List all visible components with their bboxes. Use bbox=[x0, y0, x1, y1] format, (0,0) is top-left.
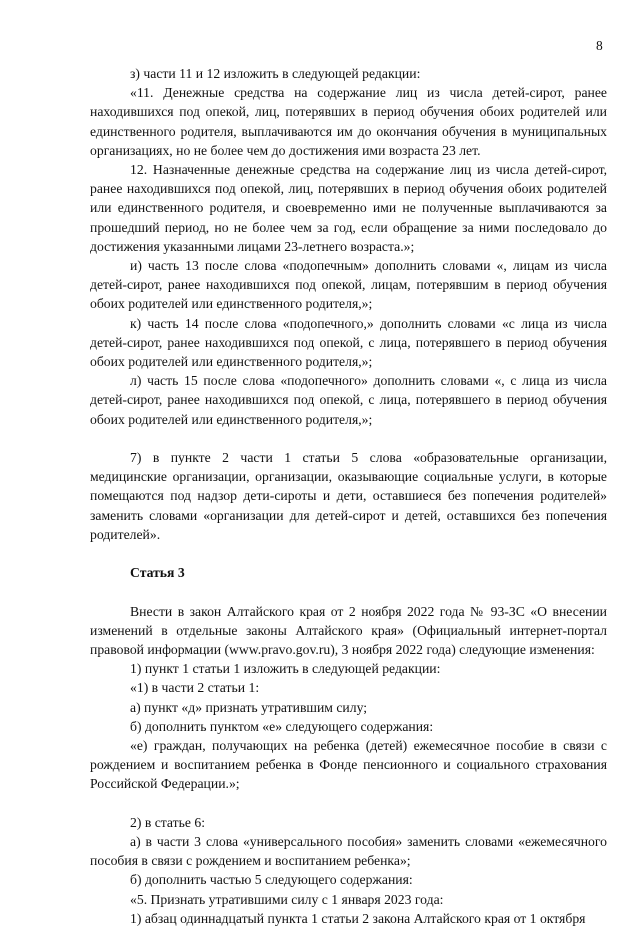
article-3-heading: Статья 3 bbox=[130, 565, 185, 581]
paragraph-gap bbox=[90, 544, 607, 563]
document-body bbox=[90, 64, 607, 928]
paragraph-part-11: «11. Денежные средства на содержание лиц из числа детей-сирот, ранее находившихся под опекой, лиц, потерявших в период обучения обоих родителей или единственного родителя, выплачиваются им до окончания обучения в муниципальных организациях, но не более чем до достижения ими возраста 23 лет. bbox=[90, 85, 607, 158]
paragraph-gap bbox=[90, 582, 607, 601]
paragraph-i: и) часть 13 после слова «подопечным» дополнить словами «, лицам из числа детей-сирот, ранее находившихся под опекой, лицам, потерявшим в период обучения обоих родителей или единственного родителя,»; bbox=[90, 258, 607, 312]
paragraph-quote-5: «5. Признать утратившими силу с 1 января 2023 года: bbox=[130, 891, 444, 907]
article-3-intro: Внести в закон Алтайского края от 2 ноября 2022 года № 93-ЗС «О внесении изменений в отдельные законы Алтайского края» (Официальный интернет-портал правовой информации (www.pravo.gov.ru), 3 ноября 2022 года) следующие изменения: bbox=[90, 603, 607, 658]
paragraph-part-12: 12. Назначенные денежные средства на содержание лиц из числа детей-сирот, ранее находившихся под опекой, лиц, потерявших в период обучения обоих родителей или единственного родителя, и своевременно ими не полученные выплачиваются за прошедший период, но не более чем за год, если обращение за ними последовало до достижения указанными лицами 23-летнего возраста.»; bbox=[90, 162, 607, 254]
paragraph-l: л) часть 15 после слова «подопечного» дополнить словами «, с лица из числа детей-сирот, ранее находившихся под опекой, с лица, потерявшего в период обучения обоих родителей или единственного родителя,»; bbox=[90, 373, 607, 427]
paragraph-gap bbox=[90, 794, 607, 813]
paragraph-sub-1: 1) абзац одиннадцатый пункта 1 статьи 2 закона Алтайского края от 1 октября bbox=[130, 910, 586, 926]
paragraph-item-1: 1) пункт 1 статьи 1 изложить в следующей редакции: bbox=[130, 661, 441, 677]
paragraph-b-2: б) дополнить частью 5 следующего содержания: bbox=[130, 872, 413, 888]
paragraph-gap bbox=[90, 429, 607, 448]
paragraph-a: а) пункт «д» признать утратившим силу; bbox=[130, 699, 368, 715]
paragraph-e: «е) граждан, получающих на ребенка (детей) ежемесячное пособие в связи с рождением и воспитанием ребенка в Фонде пенсионного и социального страхования Российской Федерации.»; bbox=[90, 738, 607, 792]
paragraph-7: 7) в пункте 2 части 1 статьи 5 слова «образовательные организации, медицинские организации, организации, оказывающие социальные услуги, в которые помещаются под надзор дети-сироты и дети, оставшиеся без попечения родителей» заменить словами «организации для детей-сирот и детей, оставшихся без попечения родителей». bbox=[90, 450, 607, 542]
paragraph-a-2: а) в части 3 слова «универсального пособия» заменить словами «ежемесячного пособия в связи с рождением и воспитанием ребенка»; bbox=[90, 834, 607, 869]
paragraph-item-2: 2) в статье 6: bbox=[130, 814, 206, 830]
paragraph-b: б) дополнить пунктом «е» следующего содержания: bbox=[130, 718, 434, 734]
paragraph-z: з) части 11 и 12 изложить в следующей редакции: bbox=[130, 66, 421, 81]
paragraph-quote-1: «1) в части 2 статьи 1: bbox=[130, 680, 260, 696]
page-number: 8 bbox=[596, 38, 603, 53]
paragraph-k: к) часть 14 после слова «подопечного,» дополнить словами «с лица из числа детей-сирот, ранее находившихся под опекой, с лица, потерявшего в период обучения обоих родителей или единственного родителя,»; bbox=[90, 315, 607, 370]
